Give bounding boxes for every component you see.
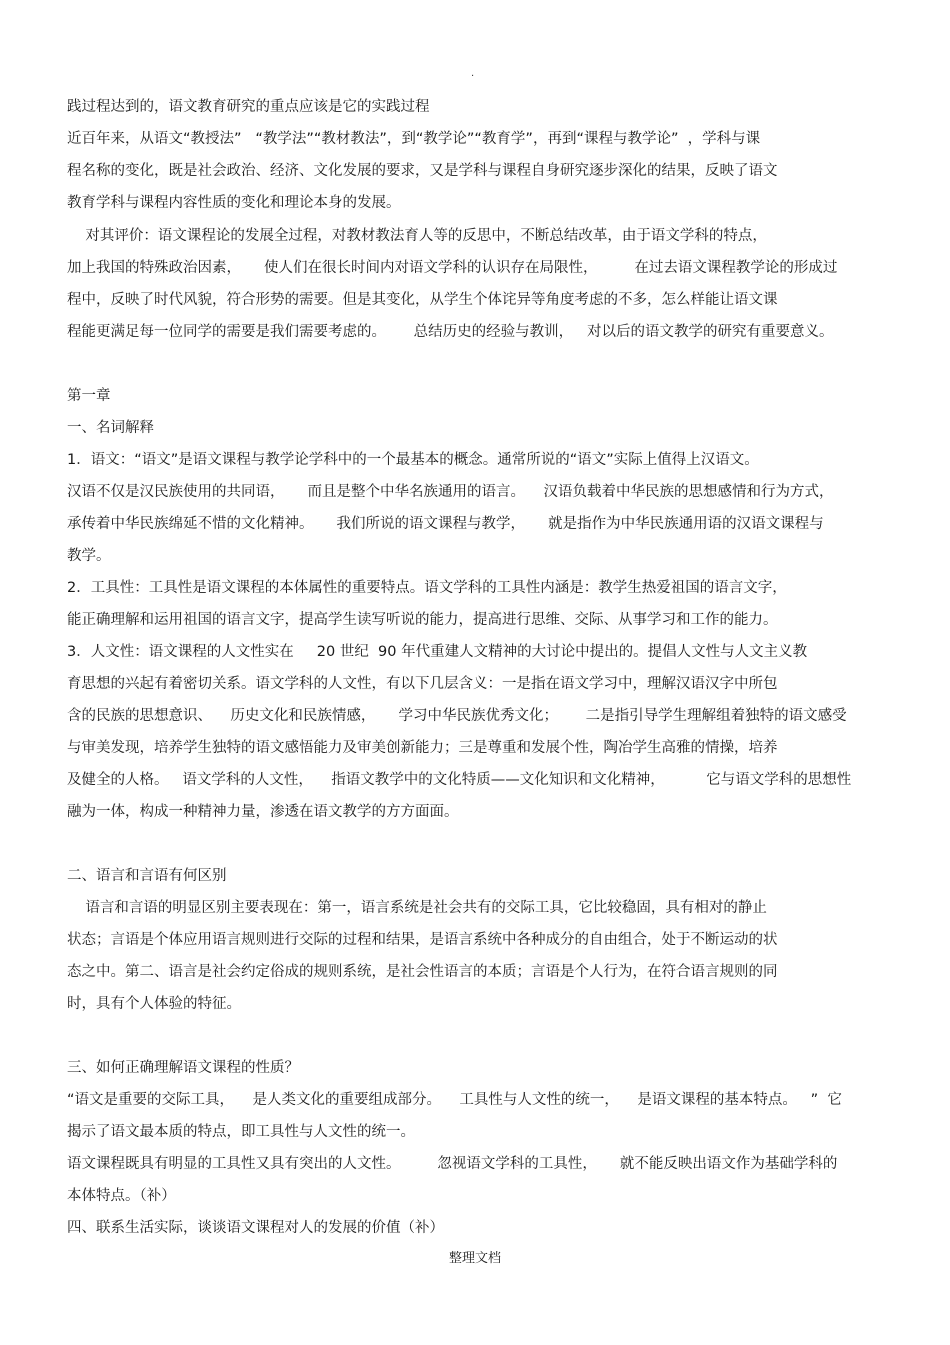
text-line: 承传着中华民族绵延不惜的文化精神。 我们所说的语文课程与教学， 就是指作为中华民族通用语的汉语文课程与 bbox=[67, 516, 824, 532]
text-line: 教育学科与课程内容性质的变化和理论本身的发展。 bbox=[67, 195, 401, 211]
text-line: 1．语文：“语文”是语文课程与教学论学科中的一个最基本的概念。通常所说的“语文”实际上值得上汉语文。 bbox=[67, 452, 759, 468]
chapter-heading: 第一章 bbox=[67, 388, 111, 404]
text-line: 能正确理解和运用祖国的语言文字，提高学生读写听说的能力，提高进行思维、交际、从事学习和工作的能力。 bbox=[67, 612, 778, 628]
section-heading: 三、如何正确理解语文课程的性质？ bbox=[67, 1060, 299, 1076]
section-heading: 四、联系生活实际，谈谈语文课程对人的发展的价值（补） bbox=[67, 1220, 444, 1236]
text-line: 状态；言语是个体应用语言规则进行交际的过程和结果，是语言系统中各种成分的自由组合，处于不断运动的状 bbox=[67, 932, 778, 948]
text-line: 含的民族的思想意识、 历史文化和民族情感， 学习中华民族优秀文化； 二是指引导学生理解组着独特的语文感受 bbox=[67, 708, 847, 724]
text-line: 本体特点。（补） bbox=[67, 1188, 176, 1204]
text-line: 揭示了语文最本质的特点，即工具性与人文性的统一。 bbox=[67, 1124, 415, 1140]
section-heading: 一、名词解释 bbox=[67, 420, 154, 436]
text-line: 程中，反映了时代风貌，符合形势的需要。但是其变化，从学生个体诧异等角度考虑的不多，怎么样能让语文课 bbox=[67, 292, 778, 308]
section-heading: 二、语言和言语有何区别 bbox=[67, 868, 227, 884]
text-line: 3．人文性：语文课程的人文性实在 20 世纪 90 年代重建人文精神的大讨论中提出的。提倡人文性与人文主义教 bbox=[67, 644, 808, 660]
text-line: 育思想的兴起有着密切关系。语文学科的人文性，有以下几层含义：一是指在语文学习中，理解汉语汉字中所包 bbox=[67, 676, 778, 692]
text-line: 程能更满足每一位同学的需要是我们需要考虑的。 总结历史的经验与教训， 对以后的语文教学的研究有重要意义。 bbox=[67, 324, 834, 340]
text-line: 态之中。第二、语言是社会约定俗成的规则系统，是社会性语言的本质；言语是个人行为，在符合语言规则的同 bbox=[67, 964, 778, 980]
text-line: 2．工具性：工具性是语文课程的本体属性的重要特点。语文学科的工具性内涵是：教学生热爱祖国的语言文字， bbox=[67, 580, 787, 596]
text-line: 汉语不仅是汉民族使用的共同语， 而且是整个中华名族通用的语言。 汉语负载着中华民族的思想感情和行为方式， bbox=[67, 484, 834, 500]
text-line: 与审美发现，培养学生独特的语文感悟能力及审美创新能力；三是尊重和发展个性，陶冶学生高雅的情操，培养 bbox=[67, 740, 778, 756]
header-mark: . bbox=[471, 68, 475, 79]
text-line: 及健全的人格。 语文学科的人文性， 指语文教学中的文化特质——文化知识和文化精神， 它与语文学科的思想性 bbox=[67, 772, 852, 788]
text-line: 对其评价：语文课程论的发展全过程，对教材教法育人等的反思中，不断总结改革，由于语文学科的特点， bbox=[67, 228, 767, 244]
text-line: 程名称的变化，既是社会政治、经济、文化发展的要求，又是学科与课程自身研究逐步深化的结果，反映了语文 bbox=[67, 163, 778, 179]
text-line: 融为一体，构成一种精神力量，渗透在语文教学的方方面面。 bbox=[67, 804, 459, 820]
text-line: 践过程达到的，语文教育研究的重点应该是它的实践过程 bbox=[67, 99, 430, 115]
text-line: 语言和言语的明显区别主要表现在：第一，语言系统是社会共有的交际工具，它比较稳固，具有相对的静止 bbox=[67, 900, 767, 916]
text-line: 近百年来，从语文“教授法” “教学法”“教材教法”，到“教学论”“教育学”，再到“课程与教学论” ，学科与课 bbox=[67, 131, 761, 147]
text-line: 加上我国的特殊政治因素， 使人们在很长时间内对语文学科的认识存在局限性， 在过去语文课程教学论的形成过 bbox=[67, 260, 838, 276]
text-line: 语文课程既具有明显的工具性又具有突出的人文性。 忽视语文学科的工具性， 就不能反映出语文作为基础学科的 bbox=[67, 1156, 838, 1172]
text-line: 教学。 bbox=[67, 548, 111, 564]
text-line: 时，具有个人体验的特征。 bbox=[67, 996, 241, 1012]
text-line: “语文是重要的交际工具， 是人类文化的重要组成部分。 工具性与人文性的统一， 是语文课程的基本特点。 ” 它 bbox=[67, 1092, 842, 1108]
page-footer: 整理文档 bbox=[448, 1251, 501, 1266]
